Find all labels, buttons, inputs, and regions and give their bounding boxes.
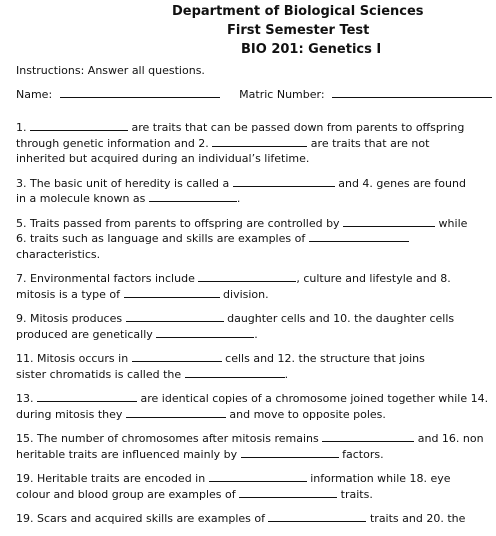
question-text: . (236, 192, 241, 205)
question-15-16 (16, 431, 496, 462)
question-text: division. (219, 287, 269, 301)
question-text: and move to opposite poles. (225, 407, 386, 421)
question-text: are traits that can be passed down from parents to offspring (128, 121, 465, 134)
question-text: while (435, 216, 468, 230)
question-1-2 (16, 120, 496, 167)
question-text: 9. Mitosis produces (16, 312, 126, 325)
question-text: 11. Mitosis occurs in (16, 352, 132, 365)
question-text: , culture and lifestyle and 8. (296, 272, 451, 285)
answer-blank-19[interactable] (268, 511, 366, 522)
question-text: heritable traits are influenced mainly by (16, 447, 241, 461)
question-text: colour and blood group are examples of (16, 487, 240, 501)
answer-blank-12[interactable] (185, 367, 285, 378)
question-text: 6. traits such as language and skills are examples of (16, 232, 309, 245)
question-text: 5. Traits passed from parents to offspring are controlled by (16, 216, 344, 230)
answer-blank-4[interactable] (149, 191, 237, 202)
question-text: 7. Environmental factors include (16, 272, 199, 285)
exam-header (0, 2, 496, 59)
question-3-4 (16, 176, 496, 207)
answer-blank-1[interactable] (30, 120, 128, 131)
answer-blank-9[interactable] (126, 311, 224, 322)
answer-blank-11[interactable] (132, 351, 222, 362)
question-text: cells and 12. the structure that joins (221, 352, 425, 365)
answer-blank-16[interactable] (241, 447, 339, 458)
question-13-14 (16, 391, 496, 422)
question-7-8 (16, 271, 496, 302)
question-text: and 4. genes are found (334, 176, 466, 190)
question-text: . (254, 327, 258, 341)
question-text: factors. (338, 447, 384, 461)
answer-blank-17[interactable] (209, 471, 307, 482)
question-text: characteristics. (16, 247, 101, 261)
question-text: 1. (16, 121, 30, 134)
question-text: information while 18. eye (306, 472, 451, 485)
question-text: daughter cells and 10. the daughter cells (223, 312, 455, 325)
name-label: Name: (16, 88, 53, 101)
answer-blank-7[interactable] (198, 271, 296, 282)
question-text: 19. Heritable traits are encoded in (16, 472, 209, 485)
instructions: Instructions: Answer all questions. (16, 64, 205, 77)
question-text: produced are genetically (16, 327, 157, 341)
question-text: 19. Scars and acquired skills are examples of (16, 512, 269, 525)
question-text: inherited but acquired during an individual’s lifetime. (16, 152, 310, 165)
student-id-line (16, 87, 492, 101)
question-text: sister chromatids is called the (16, 367, 185, 381)
question-text: and 16. non (414, 432, 484, 445)
question-text: are traits that are not (307, 136, 430, 150)
matric-number-field[interactable] (332, 87, 492, 98)
answer-blank-2[interactable] (212, 136, 307, 147)
question-19-18 (16, 471, 496, 502)
name-field[interactable] (60, 87, 220, 98)
answer-blank-15[interactable] (322, 431, 414, 442)
question-9-10 (16, 311, 496, 342)
question-text: through genetic information and 2. (16, 136, 213, 150)
question-19-20 (16, 511, 496, 527)
question-text: are identical copies of a chromosome joined together while 14. (137, 392, 489, 405)
course-title: BIO 201: Genetics I (241, 42, 382, 57)
answer-blank-8[interactable] (124, 287, 220, 298)
question-text: during mitosis they (16, 407, 126, 421)
question-text: 3. The basic unit of heredity is called a (16, 176, 233, 190)
answer-blank-3[interactable] (233, 176, 335, 187)
question-text: 15. The number of chromosomes after mitosis remains (16, 432, 323, 445)
question-text: in a molecule known as (16, 192, 149, 205)
question-text: traits. (337, 487, 373, 501)
answer-blank-18[interactable] (239, 487, 337, 498)
question-text: mitosis is a type of (16, 287, 124, 301)
department-title: Department of Biological Sciences (172, 4, 424, 19)
answer-blank-6[interactable] (309, 231, 409, 242)
test-title: First Semester Test (227, 23, 370, 38)
question-list (16, 120, 496, 536)
answer-blank-5[interactable] (343, 216, 435, 227)
question-text: . (284, 367, 289, 381)
question-text: traits and 20. the (366, 512, 466, 525)
matric-number-label: Matric Number: (239, 88, 325, 101)
question-text: 13. (16, 392, 37, 405)
question-11-12 (16, 351, 496, 382)
answer-blank-13[interactable] (37, 391, 137, 402)
question-5-6 (16, 216, 496, 263)
answer-blank-10[interactable] (156, 327, 254, 338)
answer-blank-14[interactable] (126, 407, 226, 418)
